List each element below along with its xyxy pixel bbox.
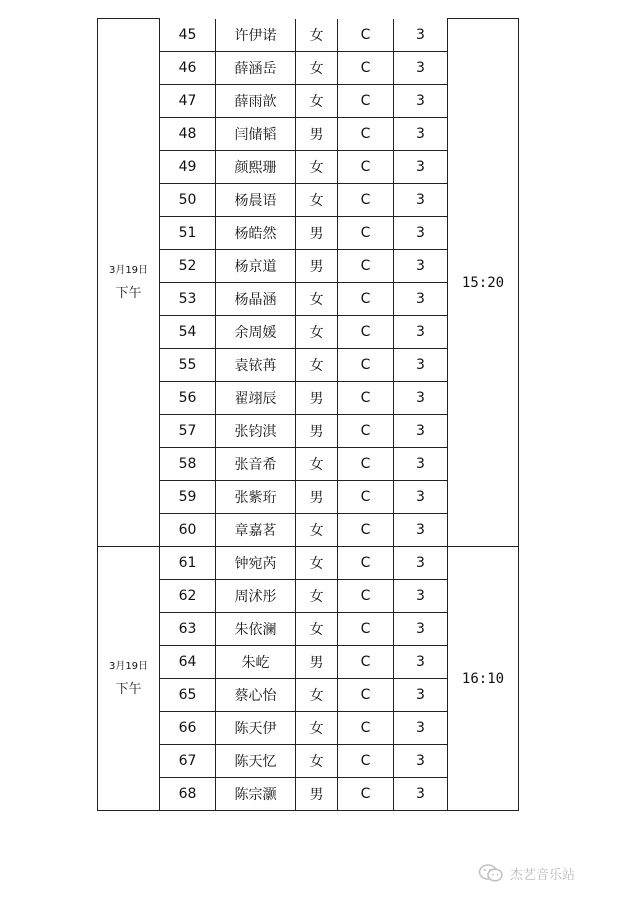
exam-grade: C <box>338 316 394 349</box>
student-name: 张音希 <box>216 448 296 481</box>
student-gender: 女 <box>296 316 338 349</box>
exam-level: 3 <box>394 250 448 283</box>
session-time: 15:20 <box>448 19 519 547</box>
exam-grade: C <box>338 745 394 778</box>
student-gender: 女 <box>296 514 338 547</box>
exam-level: 3 <box>394 19 448 52</box>
wechat-icon <box>478 863 504 883</box>
student-number: 67 <box>160 745 216 778</box>
exam-level: 3 <box>394 217 448 250</box>
exam-level: 3 <box>394 382 448 415</box>
student-number: 68 <box>160 778 216 811</box>
session-date-cell <box>98 19 160 547</box>
student-number: 45 <box>160 19 216 52</box>
exam-grade: C <box>338 382 394 415</box>
exam-grade: C <box>338 547 394 580</box>
watermark <box>478 862 575 884</box>
student-name: 袁铱苒 <box>216 349 296 382</box>
student-name: 许伊诺 <box>216 19 296 52</box>
exam-level: 3 <box>394 118 448 151</box>
student-number: 66 <box>160 712 216 745</box>
exam-grade: C <box>338 349 394 382</box>
student-number: 54 <box>160 316 216 349</box>
student-name: 周沭彤 <box>216 580 296 613</box>
session-date: 3月19日 <box>108 264 149 276</box>
student-number: 51 <box>160 217 216 250</box>
watermark-text: 杰艺音乐站 <box>510 867 576 883</box>
student-number: 47 <box>160 85 216 118</box>
student-gender: 女 <box>296 712 338 745</box>
student-name: 陈天忆 <box>216 745 296 778</box>
exam-level: 3 <box>394 184 448 217</box>
exam-grade: C <box>338 151 394 184</box>
exam-grade: C <box>338 217 394 250</box>
exam-level: 3 <box>394 712 448 745</box>
student-gender: 男 <box>296 415 338 448</box>
exam-level: 3 <box>394 745 448 778</box>
student-number: 63 <box>160 613 216 646</box>
student-gender: 男 <box>296 778 338 811</box>
exam-grade: C <box>338 514 394 547</box>
student-gender: 男 <box>296 250 338 283</box>
student-name: 陈宗灏 <box>216 778 296 811</box>
student-number: 49 <box>160 151 216 184</box>
session-time: 16:10 <box>448 547 519 811</box>
student-number: 53 <box>160 283 216 316</box>
student-gender: 女 <box>296 151 338 184</box>
student-number: 64 <box>160 646 216 679</box>
student-name: 杨皓然 <box>216 217 296 250</box>
exam-grade: C <box>338 481 394 514</box>
exam-grade: C <box>338 580 394 613</box>
exam-grade: C <box>338 184 394 217</box>
session-date-cell <box>98 547 160 811</box>
exam-grade: C <box>338 613 394 646</box>
student-gender: 女 <box>296 745 338 778</box>
student-number: 65 <box>160 679 216 712</box>
exam-level: 3 <box>394 547 448 580</box>
student-name: 杨晶涵 <box>216 283 296 316</box>
exam-schedule-table <box>97 18 519 811</box>
session-date: 3月19日 <box>108 660 149 672</box>
student-number: 55 <box>160 349 216 382</box>
student-number: 48 <box>160 118 216 151</box>
student-name: 杨晨语 <box>216 184 296 217</box>
student-gender: 女 <box>296 580 338 613</box>
student-name: 杨京道 <box>216 250 296 283</box>
exam-level: 3 <box>394 85 448 118</box>
student-gender: 女 <box>296 85 338 118</box>
student-name: 朱依澜 <box>216 613 296 646</box>
table-row <box>98 19 519 52</box>
session-period: 下午 <box>115 681 142 697</box>
student-number: 60 <box>160 514 216 547</box>
student-number: 52 <box>160 250 216 283</box>
exam-level: 3 <box>394 448 448 481</box>
exam-level: 3 <box>394 151 448 184</box>
exam-level: 3 <box>394 580 448 613</box>
student-number: 57 <box>160 415 216 448</box>
exam-grade: C <box>338 646 394 679</box>
exam-level: 3 <box>394 679 448 712</box>
exam-level: 3 <box>394 613 448 646</box>
exam-grade: C <box>338 250 394 283</box>
exam-level: 3 <box>394 514 448 547</box>
exam-grade: C <box>338 52 394 85</box>
exam-grade: C <box>338 712 394 745</box>
student-gender: 男 <box>296 217 338 250</box>
student-gender: 女 <box>296 19 338 52</box>
student-name: 蔡心怡 <box>216 679 296 712</box>
student-gender: 女 <box>296 613 338 646</box>
exam-grade: C <box>338 415 394 448</box>
student-name: 薛雨歆 <box>216 85 296 118</box>
exam-grade: C <box>338 679 394 712</box>
student-gender: 男 <box>296 481 338 514</box>
exam-grade: C <box>338 19 394 52</box>
student-gender: 女 <box>296 52 338 85</box>
exam-level: 3 <box>394 646 448 679</box>
student-number: 62 <box>160 580 216 613</box>
student-gender: 男 <box>296 646 338 679</box>
student-gender: 女 <box>296 184 338 217</box>
student-name: 余周媛 <box>216 316 296 349</box>
exam-level: 3 <box>394 349 448 382</box>
student-name: 翟翊辰 <box>216 382 296 415</box>
student-name: 颜熙珊 <box>216 151 296 184</box>
student-gender: 女 <box>296 679 338 712</box>
student-number: 59 <box>160 481 216 514</box>
student-gender: 女 <box>296 283 338 316</box>
student-number: 61 <box>160 547 216 580</box>
student-gender: 女 <box>296 448 338 481</box>
exam-level: 3 <box>394 415 448 448</box>
exam-grade: C <box>338 283 394 316</box>
exam-grade: C <box>338 118 394 151</box>
student-name: 章嘉茗 <box>216 514 296 547</box>
session-period: 下午 <box>115 285 142 301</box>
exam-level: 3 <box>394 283 448 316</box>
exam-level: 3 <box>394 52 448 85</box>
exam-grade: C <box>338 448 394 481</box>
student-gender: 男 <box>296 382 338 415</box>
exam-level: 3 <box>394 481 448 514</box>
student-name: 薛涵岳 <box>216 52 296 85</box>
table-row <box>98 547 519 580</box>
exam-level: 3 <box>394 778 448 811</box>
exam-grade: C <box>338 85 394 118</box>
schedule-body <box>98 19 519 811</box>
student-name: 钟宛芮 <box>216 547 296 580</box>
student-name: 闫储韬 <box>216 118 296 151</box>
student-gender: 女 <box>296 349 338 382</box>
student-number: 56 <box>160 382 216 415</box>
student-gender: 男 <box>296 118 338 151</box>
student-name: 张钧淇 <box>216 415 296 448</box>
student-gender: 女 <box>296 547 338 580</box>
student-number: 46 <box>160 52 216 85</box>
exam-grade: C <box>338 778 394 811</box>
student-number: 50 <box>160 184 216 217</box>
exam-level: 3 <box>394 316 448 349</box>
student-number: 58 <box>160 448 216 481</box>
student-name: 陈天伊 <box>216 712 296 745</box>
student-name: 张紫珩 <box>216 481 296 514</box>
student-name: 朱屹 <box>216 646 296 679</box>
